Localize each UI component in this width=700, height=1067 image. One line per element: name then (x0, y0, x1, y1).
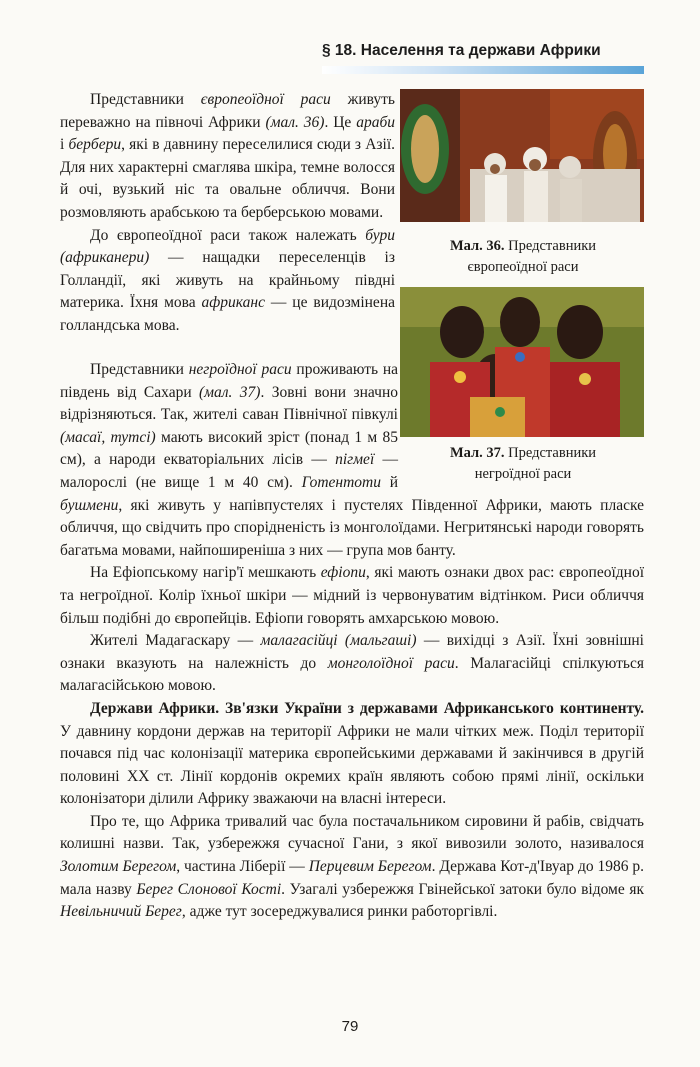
paragraph-boers: До європеоїдної раси також належать бури (африканери) — нащадки переселенців із Голландії, які живуть на крайньому півдні материка. Їхня мова африканс — це видозмінена голландська мова. (60, 226, 395, 334)
running-header: § 18. Населення та держави Африки (322, 42, 601, 59)
figure-37-number: Мал. 37. (449, 445, 505, 461)
main-text (60, 359, 644, 924)
figure-36-caption: Мал. 36. Представники європеоїдної раси (449, 238, 597, 275)
paragraph-states: Держави Африки. Зв'язки України з державами Африканського континенту. У давнину кордони держав на території Африки не мали чітких меж. Поділ території почався під час колонізації материка європейськими державами й закінчився в другій половині XX ст. Лінії кордонів окремих країн являють собою прямі лінії, оскільки колонізатори ділили Африку зважаючи на власні інтереси. (60, 699, 644, 808)
header-decorative-bar (322, 66, 644, 74)
figure-37-caption: Мал. 37. Представники негроїдної раси (449, 445, 597, 482)
paragraph-ethiopians: На Ефіопському нагір'ї мешкають ефіопи, які мають ознаки двох рас: європеоїдної та негроїдної. Колір їхньої шкіри — мідний із червонуватим відтінком. Риси обличчя більш подібні до європейців. Ефіопи говорять амхарською мовою. (60, 564, 644, 627)
figure-36-number: Мал. 36. (449, 238, 505, 254)
paragraph-europeoid: Представники європеоїдної раси живуть переважно на півночі Африки (мал. 36). Це араби і бербери, які в давнину переселилися сюди з Азії. Для них характерні смаглява шкіра, темне волосся й очі, вузький ніс та овальне обличчя. Вони розмовляють арабською та берберською мовами. (60, 91, 396, 221)
paragraph-malagasy: Жителі Мадагаскару — малагасійці (мальгаші) — вихідці з Азії. Їхні зовнішні ознаки вказують на належність до монголоїдної раси. Малагасійці спілкуються малагасійською мовою. (60, 632, 644, 695)
paragraph-negroid: Представники негроїдної раси проживають на південь від Сахари (мал. 37). Зовні вони значно відрізняються. Так, жителі саван Північної півкулі (масаї, тутсі) мають високий зріст (понад 1 м 85 см), а народи екваторіальних лісів — пігмеї — малорослі (не вище 1 м 40 см). Готентоти й бушмени, які живуть у напівпустелях і пустелях Південної Африки, мають пласке обличчя, що свідчить про спорідненість із монголоїдами. Негритянські народи говорять багатьма мовами, найпоширеніша з них — група мов банту. (60, 361, 644, 559)
section-heading: Держави Африки. Зв'язки України з державами Африканського континенту. (90, 699, 644, 717)
figure-36-photo (400, 89, 644, 222)
figure-float-space (398, 359, 644, 491)
column-text (60, 89, 395, 338)
paragraph-coast-names: Про те, що Африка тривалий час була постачальником сировини й рабів, свідчать колишні назви. Так, узбережжя сучасної Гани, з якої вивозили золото, називалося Золотим Берегом, частина Ліберії — Перцевим Берегом. Держава Кот-д'Івуар до 1986 р. мала назву Берег Слонової Кості. Узагалі узбережжя Гвінейської затоки було відоме як Невільничий Берег, адже тут зосереджувалися ринки работоргівлі. (60, 812, 645, 921)
page-number: 79 (341, 1018, 359, 1035)
